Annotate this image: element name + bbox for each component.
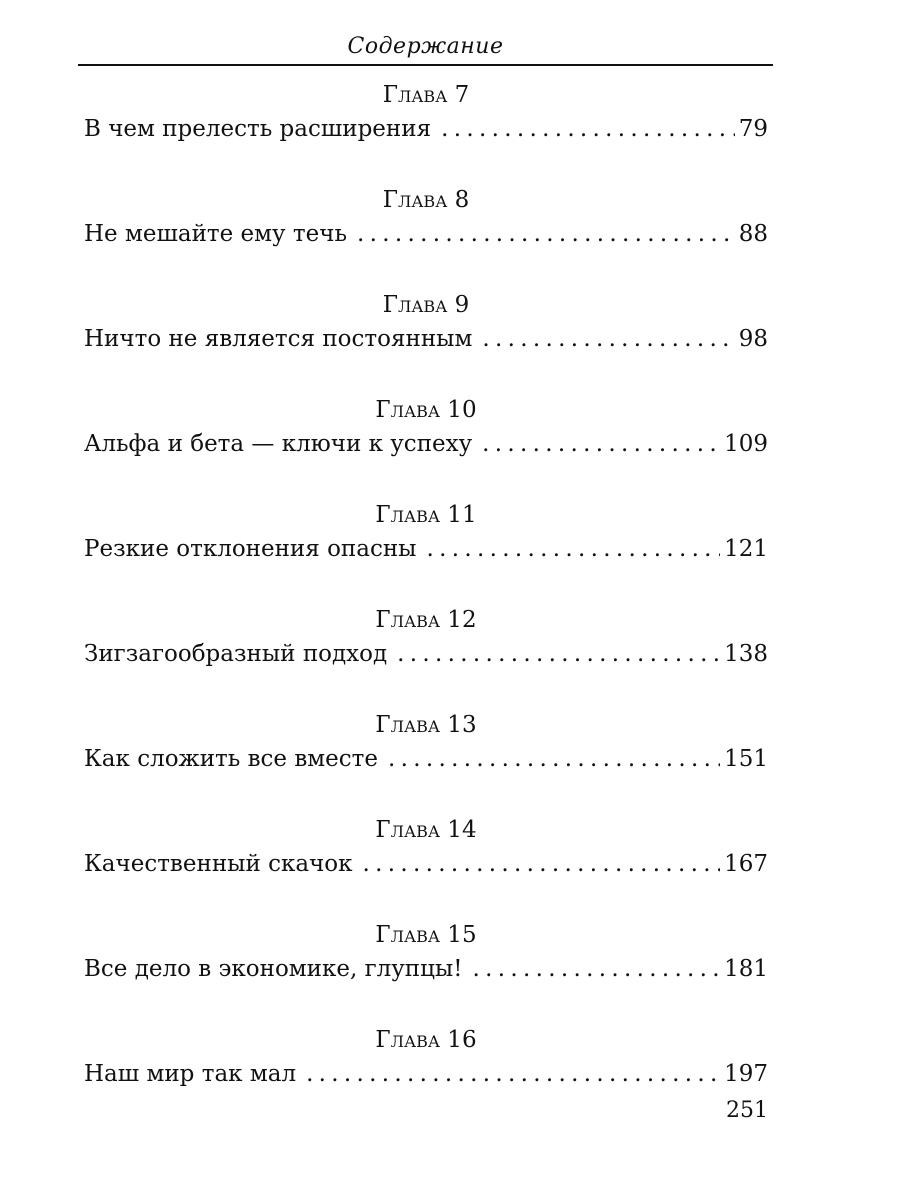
chapter-title: Наш мир так мал — [84, 1061, 297, 1087]
chapter-heading — [84, 76, 768, 114]
chapter-title: Зигзагообразный подход — [84, 641, 388, 667]
chapter-label: Глава 15 — [375, 922, 477, 948]
chapter-title: Альфа и бета — ключи к успеху — [84, 431, 473, 457]
chapter-heading — [84, 706, 768, 744]
dot-leader — [482, 431, 720, 457]
chapter-heading — [84, 181, 768, 219]
chapter-title: Не мешайте ему течь — [84, 221, 347, 247]
toc-entry — [84, 706, 768, 811]
table-of-contents — [84, 76, 768, 1126]
chapter-heading — [84, 1021, 768, 1059]
toc-line — [84, 221, 768, 255]
running-head: Содержание — [347, 34, 504, 59]
chapter-label: Глава 9 — [382, 292, 470, 318]
page-number: 138 — [724, 641, 768, 667]
page-number: 88 — [738, 221, 768, 247]
chapter-title: Резкие отклонения опасны — [84, 536, 417, 562]
page-number: 197 — [724, 1061, 768, 1087]
folio-page-number: 251 — [726, 1098, 768, 1123]
page-number: 109 — [724, 431, 768, 457]
dot-leader — [397, 641, 720, 667]
chapter-title: Все дело в экономике, глупцы! — [84, 956, 463, 982]
dot-leader — [388, 746, 720, 772]
toc-entry — [84, 496, 768, 601]
chapter-label: Глава 8 — [382, 187, 470, 213]
chapter-label: Глава 7 — [382, 82, 470, 108]
header-rule — [78, 64, 773, 66]
page-number: 167 — [724, 851, 768, 877]
dot-leader — [427, 536, 721, 562]
chapter-label: Глава 12 — [375, 607, 477, 633]
chapter-heading — [84, 286, 768, 324]
chapter-label: Глава 14 — [375, 817, 477, 843]
toc-line — [84, 431, 768, 465]
toc-entry — [84, 601, 768, 706]
dot-leader — [306, 1061, 720, 1087]
chapter-title: В чем прелесть расширения — [84, 116, 432, 142]
chapter-heading — [84, 601, 768, 639]
chapter-heading — [84, 916, 768, 954]
chapter-heading — [84, 811, 768, 849]
toc-line — [84, 956, 768, 990]
toc-line — [84, 536, 768, 570]
toc-line — [84, 851, 768, 885]
chapter-label: Глава 13 — [375, 712, 477, 738]
page-number: 121 — [724, 536, 768, 562]
toc-entry — [84, 391, 768, 496]
page-number: 151 — [724, 746, 768, 772]
toc-line — [84, 1061, 768, 1095]
chapter-heading — [84, 496, 768, 534]
dot-leader — [441, 116, 735, 142]
chapter-label: Глава 11 — [375, 502, 477, 528]
toc-entry — [84, 286, 768, 391]
toc-line — [84, 116, 768, 150]
page-number: 98 — [738, 326, 768, 352]
toc-entry — [84, 811, 768, 916]
chapter-heading — [84, 391, 768, 429]
chapter-title: Качественный скачок — [84, 851, 353, 877]
toc-line — [84, 746, 768, 780]
page-number: 79 — [738, 116, 768, 142]
toc-entry — [84, 916, 768, 1021]
chapter-label: Глава 16 — [375, 1027, 477, 1053]
chapter-title: Ничто не является постоянным — [84, 326, 473, 352]
dot-leader — [363, 851, 721, 877]
toc-entry — [84, 1021, 768, 1126]
dot-leader — [482, 326, 734, 352]
chapter-label: Глава 10 — [375, 397, 477, 423]
toc-entry — [84, 181, 768, 286]
dot-leader — [357, 221, 735, 247]
toc-line — [84, 326, 768, 360]
toc-entry — [84, 76, 768, 181]
chapter-title: Как сложить все вместе — [84, 746, 379, 772]
toc-line — [84, 641, 768, 675]
dot-leader — [472, 956, 720, 982]
page-number: 181 — [724, 956, 768, 982]
